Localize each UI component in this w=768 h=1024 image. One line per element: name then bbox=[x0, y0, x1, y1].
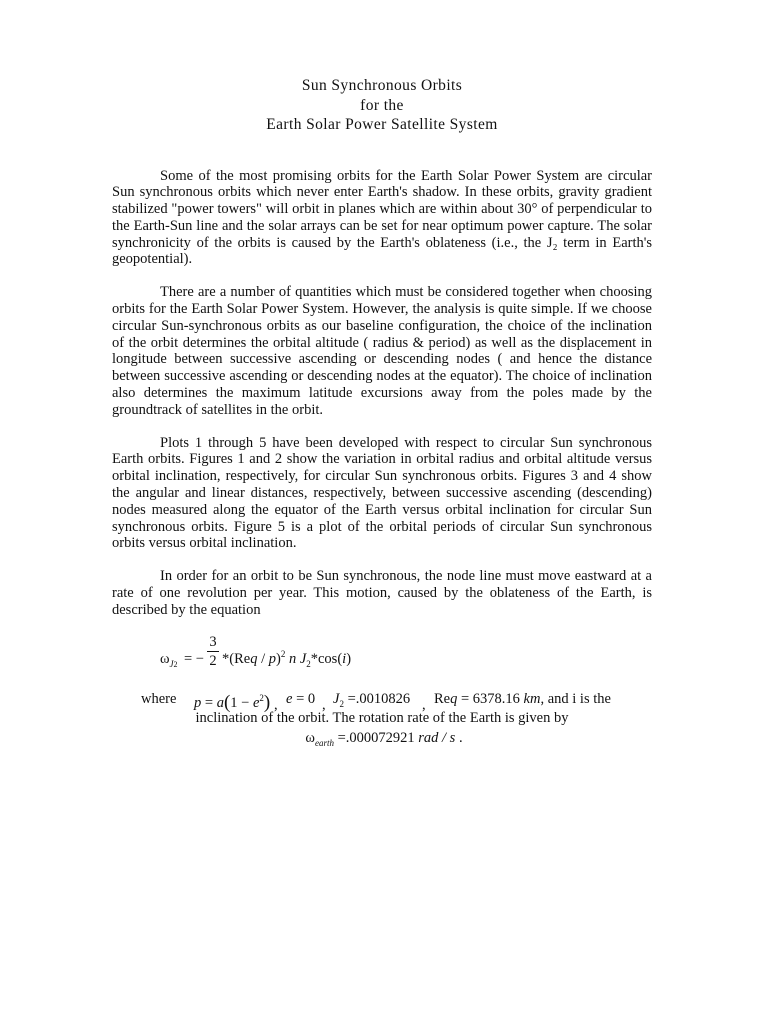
earth-rotation-rate bbox=[112, 730, 652, 747]
j2-definition bbox=[333, 691, 410, 708]
rhs-q: q bbox=[250, 650, 258, 667]
omega-earth-subscript: earth bbox=[314, 737, 334, 748]
e-def-var: e bbox=[286, 690, 293, 707]
omega-earth-symbol: ω bbox=[305, 729, 315, 746]
rhs-cos: *cos( bbox=[310, 650, 343, 667]
p-equals: = bbox=[201, 694, 217, 711]
e-definition bbox=[286, 691, 315, 708]
rhs-end-paren: ) bbox=[346, 650, 352, 667]
j2-subscript: 2 bbox=[339, 698, 344, 709]
req-definition bbox=[434, 691, 611, 708]
node-regression-equation bbox=[112, 635, 652, 683]
paragraph-1: Some of the most promising orbits for the Earth Solar Power System are circular Sun synchronous orbits which never enter Earth's shadow. In these orbits, gravity gradient stabilized "power towers" will orbit in planes which are within about 30° of perpendicular to the Earth-Sun line and the solar arrays can be set for near optimum power capture. The solar synchronicity of the orbits is caused by the Earth's oblateness (i.e., the J₂ term in Earth's geopotential). bbox=[112, 167, 652, 268]
earth-rate-period: . bbox=[455, 729, 463, 746]
e-var: e bbox=[252, 694, 260, 711]
comma-3: , bbox=[422, 696, 426, 713]
document-title bbox=[112, 76, 652, 135]
fraction-bar bbox=[207, 651, 219, 652]
p-var: p bbox=[194, 694, 202, 711]
definitions-tail: , and i is the bbox=[540, 690, 611, 707]
close-paren: ) bbox=[263, 691, 271, 713]
rhs-slash: / bbox=[257, 650, 269, 667]
p-definition bbox=[194, 691, 270, 713]
comma-2: , bbox=[322, 696, 326, 713]
comma-1: , bbox=[274, 696, 278, 713]
j2-var: J bbox=[333, 690, 340, 707]
document-page bbox=[112, 76, 652, 747]
where-word: where bbox=[141, 690, 177, 707]
open-paren: ( bbox=[223, 691, 231, 713]
earth-rate-value: =.000072921 bbox=[333, 729, 419, 746]
rhs-j-subscript: 2 bbox=[306, 658, 311, 669]
paragraph-3: Plots 1 through 5 have been developed with respect to circular Sun synchronous Earth orbits. Figures 1 and 2 show the variation in orbital radius and orbital altitude versus orbital inclination, respectively, for circular Sun synchronous orbits. Figures 3 and 4 show the angular and linear distances, respectively, between successive ascending (descending) nodes measured along the equator of the Earth versus orbital inclination for circular Sun synchronous orbits. Figure 5 is a plot of the orbital periods of circular Sun synchronous orbits versus orbital inclination. bbox=[112, 434, 652, 552]
omega-subscript: J bbox=[169, 658, 174, 669]
title-line-2: for the bbox=[360, 96, 404, 114]
equation-rhs bbox=[222, 648, 352, 669]
a-var: a bbox=[216, 694, 224, 711]
rhs-close-paren: ) bbox=[275, 650, 281, 667]
req-q: q bbox=[450, 690, 458, 707]
paragraph-4: In order for an orbit to be Sun synchronous, the node line must move eastward at a rate of one revolution per year. This motion, caused by the oblateness of the Earth, is described by the equation bbox=[112, 568, 652, 618]
earth-rate-unit: rad / s bbox=[418, 729, 456, 746]
paragraph-2: There are a number of quantities which must be considered together when choosing orbits for the Earth Solar Power System. However, the analysis is quite simple. If we choose circular Sun-synchronous orbits as our baseline configuration, the choice of the inclination of the orbit determines the orbital altitude ( radius & period) as well as the displacement in longitude between successive ascending or descending nodes ( and hence the distance between successive ascending or descending nodes at the equator). The choice of inclination also determines the maximum latitude excursions away from the poles made by the groundtrack of satellites in the orbit. bbox=[112, 284, 652, 418]
inclination-line: inclination of the orbit. The rotation rate of the Earth is given by bbox=[195, 709, 569, 726]
title-line-1: Sun Synchronous Orbits bbox=[301, 77, 463, 94]
rhs-i: i bbox=[342, 650, 347, 667]
rhs-n: n bbox=[288, 650, 297, 667]
title-line-3: Earth Solar Power Satellite System bbox=[266, 116, 498, 133]
req-re: Re bbox=[434, 690, 451, 707]
req-value: = 6378.16 bbox=[457, 690, 524, 707]
rhs-j: J bbox=[299, 650, 307, 667]
one-minus: 1 − bbox=[230, 694, 253, 711]
fraction-denominator: 2 bbox=[209, 652, 217, 669]
rhs-p: p bbox=[268, 650, 276, 667]
rhs-exponent: 2 bbox=[280, 648, 286, 659]
equation-lhs bbox=[160, 651, 178, 668]
j2-value: =.0010826 bbox=[343, 690, 411, 707]
omega-subscript-index: 2 bbox=[173, 659, 178, 669]
definitions-line bbox=[112, 689, 652, 711]
e-exponent: 2 bbox=[259, 692, 264, 703]
equals-minus: = − bbox=[184, 650, 204, 667]
e-def-value: = 0 bbox=[292, 690, 316, 707]
req-unit: km bbox=[523, 690, 541, 707]
rhs-re: *(Re bbox=[222, 650, 251, 667]
omega-symbol: ω bbox=[160, 650, 170, 667]
fraction-numerator: 3 bbox=[209, 633, 217, 650]
